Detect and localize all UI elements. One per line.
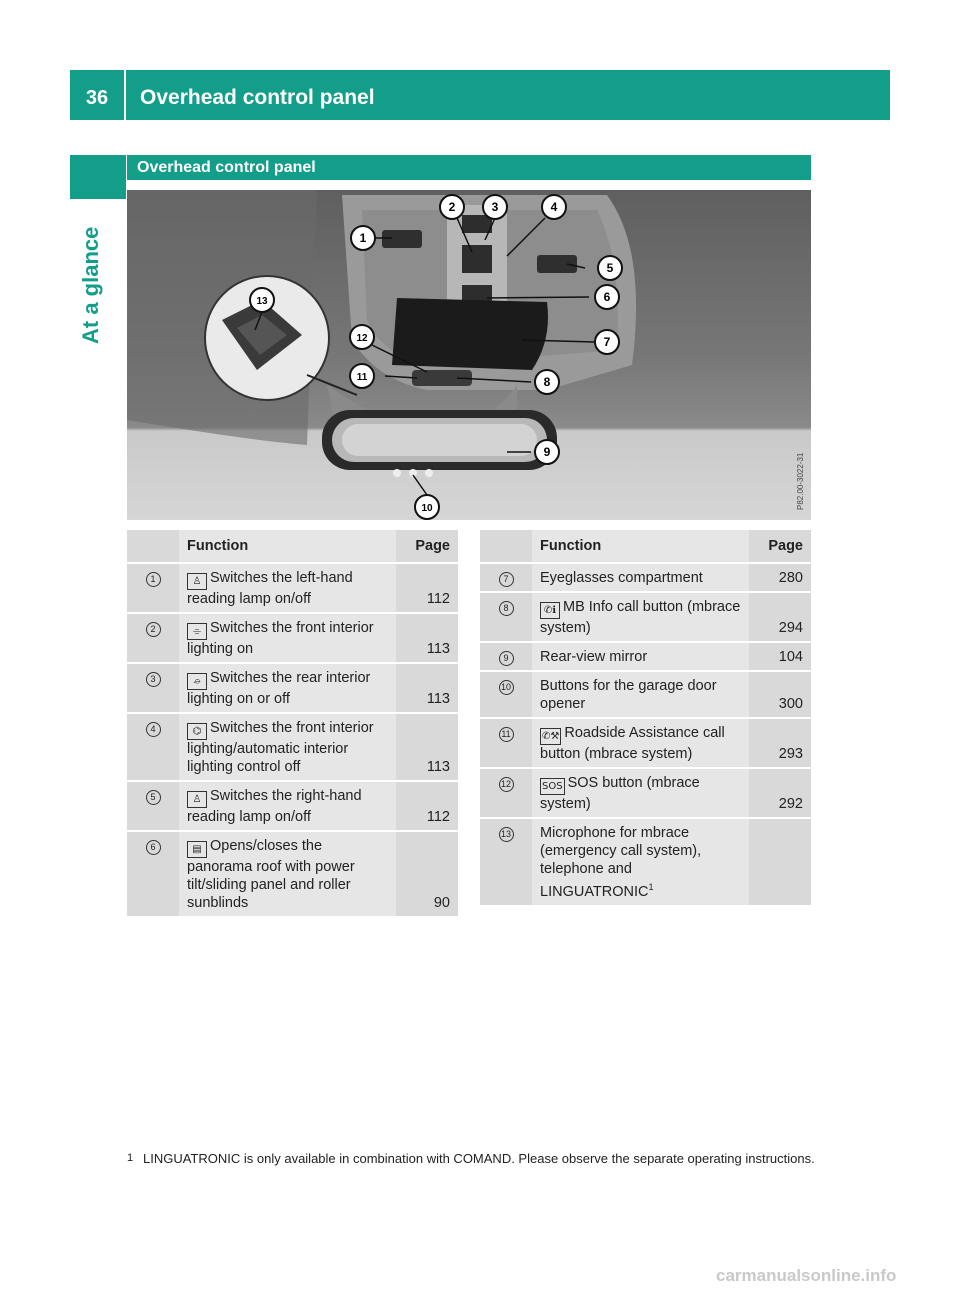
- function-text: Rear-view mirror: [540, 649, 648, 665]
- function-text: Switches the rear interior lighting on or off: [187, 670, 371, 707]
- function-header: Function: [179, 530, 396, 562]
- function-cell: [532, 643, 749, 670]
- sos-call-icon: SOS: [540, 778, 565, 795]
- callout-11: 11: [356, 372, 368, 383]
- function-cell: [179, 614, 396, 662]
- left-function-table: [127, 528, 458, 918]
- page-ref: 112: [396, 782, 458, 830]
- callout-8: 8: [543, 375, 551, 389]
- table-row: [127, 782, 458, 830]
- reading-lamp-icon: ♙: [187, 573, 207, 590]
- callout-13: 13: [256, 296, 268, 307]
- side-tab-block: [70, 155, 126, 199]
- mb-info-call-icon: ✆ℹ: [540, 602, 560, 619]
- page-number: 36: [70, 70, 126, 120]
- page-header-cell: Page: [396, 530, 458, 562]
- overhead-panel-photo: [127, 190, 811, 520]
- item-number: 7: [499, 572, 514, 587]
- item-number: 2: [146, 622, 161, 637]
- callout-9: 9: [543, 445, 551, 459]
- item-number: 13: [499, 827, 514, 842]
- right-function-table: [480, 528, 811, 907]
- page-ref: 300: [749, 672, 811, 717]
- header-title: Overhead control panel: [140, 86, 375, 109]
- page-ref: 104: [749, 643, 811, 670]
- item-number: 9: [499, 651, 514, 666]
- page-ref: 113: [396, 714, 458, 780]
- item-number: 8: [499, 601, 514, 616]
- function-text: SOS button (mbrace system): [540, 775, 700, 812]
- page-ref: 292: [749, 769, 811, 817]
- page-ref: 113: [396, 664, 458, 712]
- reading-lamp-icon: ♙: [187, 791, 207, 808]
- function-cell: [179, 714, 396, 780]
- footnote-text: LINGUATRONIC is only available in combination with COMAND. Please observe the separate operating instructions.: [143, 1151, 815, 1166]
- function-cell: [179, 564, 396, 612]
- page-ref: [749, 819, 811, 905]
- table-header-row: [480, 530, 811, 562]
- rear-interior-light-icon: ⌮: [187, 673, 207, 690]
- item-number: 11: [499, 727, 514, 742]
- footnote: [127, 1150, 817, 1167]
- function-cell: [179, 782, 396, 830]
- auto-interior-light-off-icon: ⌬: [187, 723, 207, 740]
- function-cell: [179, 664, 396, 712]
- page-ref: 294: [749, 593, 811, 641]
- callout-3: 3: [491, 200, 499, 214]
- page-ref: 280: [749, 564, 811, 591]
- function-text: Roadside Assistance call button (mbrace system): [540, 725, 725, 762]
- page-ref: 112: [396, 564, 458, 612]
- watermark: carmanualsonline.info: [716, 1266, 897, 1285]
- function-text: MB Info call button (mbrace system): [540, 599, 741, 636]
- function-cell: [179, 832, 396, 916]
- table-row: [480, 564, 811, 591]
- function-text: Switches the left-hand reading lamp on/off: [187, 570, 353, 607]
- side-tab-label: At a glance: [78, 226, 103, 344]
- photo-code: P82.00-3022-31: [796, 452, 805, 510]
- table-row: [127, 714, 458, 780]
- page-ref: 90: [396, 832, 458, 916]
- function-header: Function: [532, 530, 749, 562]
- table-row: [480, 643, 811, 670]
- item-number: 6: [146, 840, 161, 855]
- callout-4: 4: [550, 200, 558, 214]
- table-row: [480, 769, 811, 817]
- function-text: Microphone for mbrace (emergency call system), telephone and LINGUATRONIC: [540, 825, 702, 900]
- table-row: [127, 564, 458, 612]
- table-row: [127, 664, 458, 712]
- item-number: 5: [146, 790, 161, 805]
- table-header-row: [127, 530, 458, 562]
- panorama-roof-icon: ▤: [187, 841, 207, 858]
- callout-6: 6: [603, 290, 611, 304]
- function-cell: [532, 769, 749, 817]
- item-number: 12: [499, 777, 514, 792]
- page-ref: 113: [396, 614, 458, 662]
- table-row: [127, 832, 458, 916]
- item-number: 3: [146, 672, 161, 687]
- callout-10: 10: [421, 503, 433, 514]
- function-cell: [532, 819, 749, 905]
- table-row: [480, 819, 811, 905]
- callout-5: 5: [606, 261, 614, 275]
- footnote-ref: 1: [648, 882, 654, 892]
- table-row: [480, 593, 811, 641]
- item-number: 10: [499, 680, 514, 695]
- table-row: [480, 719, 811, 767]
- section-title: Overhead control panel: [127, 155, 811, 180]
- callout-7: 7: [603, 335, 611, 349]
- callout-12: 12: [356, 333, 368, 344]
- front-interior-light-icon: ⌯: [187, 623, 207, 640]
- page-ref: 293: [749, 719, 811, 767]
- item-number: 1: [146, 572, 161, 587]
- roadside-assistance-icon: ✆⚒: [540, 728, 561, 745]
- function-text: Eyeglasses compartment: [540, 570, 703, 586]
- function-text: Opens/closes the panorama roof with power tilt/sliding panel and roller sunblinds: [187, 838, 355, 911]
- function-text: Switches the front interior lighting/automatic interior lighting control off: [187, 720, 374, 775]
- function-cell: [532, 564, 749, 591]
- callout-1: 1: [359, 231, 367, 245]
- page-header: [70, 70, 890, 120]
- page-header-cell: Page: [749, 530, 811, 562]
- function-cell: [532, 593, 749, 641]
- function-cell: [532, 719, 749, 767]
- item-number: 4: [146, 722, 161, 737]
- table-row: [127, 614, 458, 662]
- callout-2: 2: [448, 200, 456, 214]
- table-row: [480, 672, 811, 717]
- function-text: Switches the front interior lighting on: [187, 620, 374, 657]
- footnote-mark: 1: [127, 1152, 134, 1164]
- function-text: Buttons for the garage door opener: [540, 678, 717, 712]
- function-cell: [532, 672, 749, 717]
- function-text: Switches the right-hand reading lamp on/off: [187, 788, 362, 825]
